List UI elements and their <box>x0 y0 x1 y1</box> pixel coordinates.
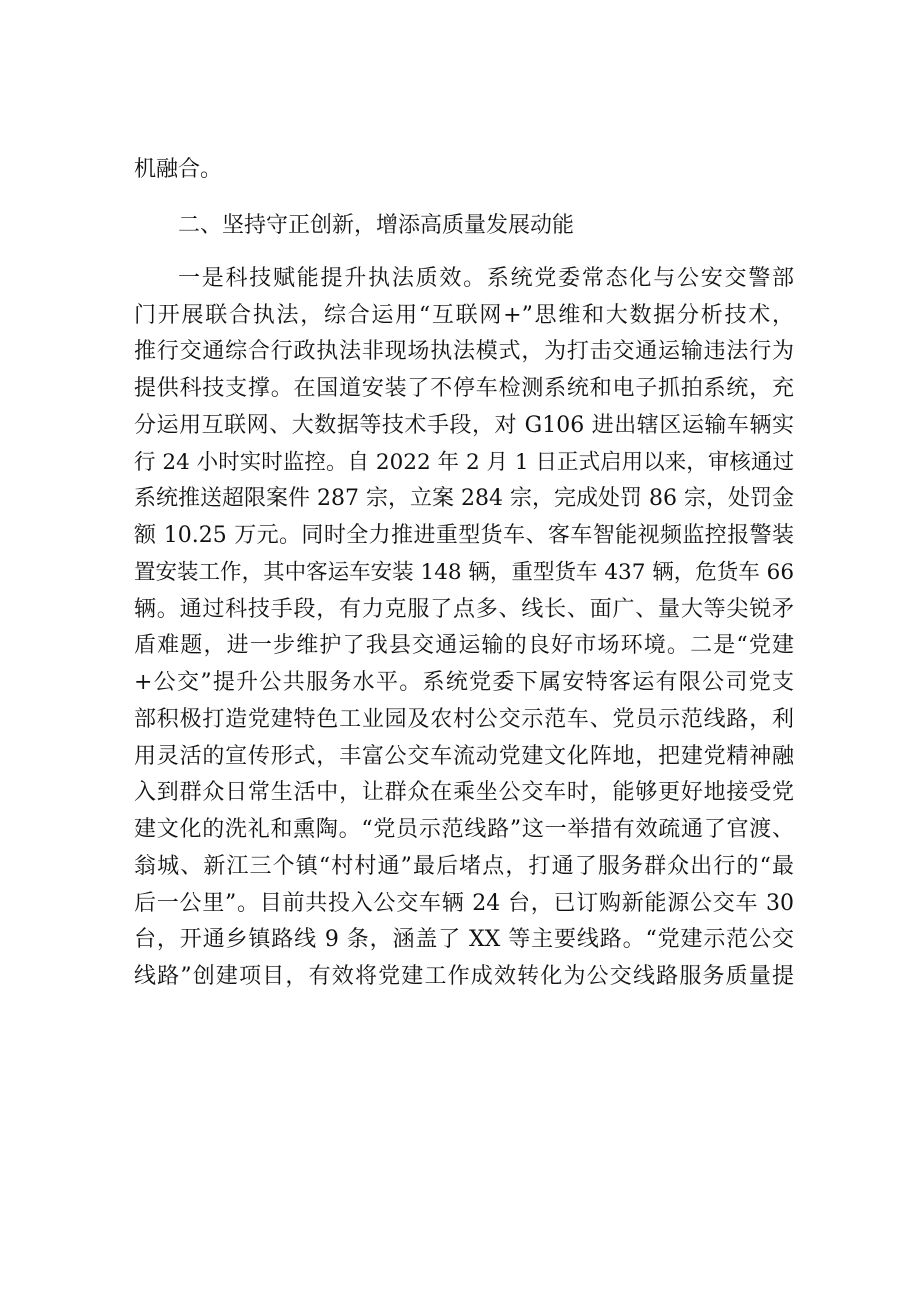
paragraph-line: 分运用互联网、大数据等技术手段，对 G106 进出辖区运输车辆实 <box>134 413 794 438</box>
paragraph-line: 入到群众日常生活中，让群众在乘坐公交车时，能够更好地接受党 <box>134 780 794 805</box>
paragraph-line: 额 10.25 万元。同时全力推进重型货车、客车智能视频监控报警装 <box>134 523 794 548</box>
paragraph-line: 用灵活的宣传形式，丰富公交车流动党建文化阵地，把建党精神融 <box>134 744 794 769</box>
paragraph-line: 一是科技赋能提升执法质效。系统党委常态化与公安交警部 <box>178 266 794 291</box>
paragraph-line: +公交”提升公共服务水平。系统党委下属安特客运有限公司党支 <box>134 670 794 695</box>
paragraph-line: 推行交通综合行政执法非现场执法模式，为打击交通运输违法行为 <box>134 339 794 364</box>
paragraph-line: 盾难题，进一步维护了我县交通运输的良好市场环境。二是“党建 <box>134 633 794 658</box>
paragraph-line: 线路”创建项目，有效将党建工作成效转化为公交线路服务质量提 <box>134 964 794 989</box>
paragraph-line: 后一公里”。目前共投入公交车辆 24 台，已订购新能源公交车 30 <box>134 891 794 916</box>
paragraph-line: 翁城、新江三个镇“村村通”最后堵点，打通了服务群众出行的“最 <box>134 854 794 879</box>
paragraph-line: 提供科技支撑。在国道安装了不停车检测系统和电子抓拍系统，充 <box>134 376 794 401</box>
paragraph-line: 门开展联合执法，综合运用“互联网+”思维和大数据分析技术， <box>134 303 794 328</box>
paragraph-line: 系统推送超限案件 287 宗，立案 284 宗，完成处罚 86 宗，处罚金 <box>134 486 794 511</box>
paragraph-line: 机融合。 <box>134 157 223 182</box>
paragraph-line: 台，开通乡镇路线 9 条，涵盖了 XX 等主要线路。“党建示范公交 <box>134 927 794 952</box>
paragraph-line: 部积极打造党建特色工业园及农村公交示范车、党员示范线路，利 <box>134 707 794 732</box>
paragraph-line: 置安装工作，其中客运车安装 148 辆，重型货车 437 辆，危货车 66 <box>134 560 794 585</box>
section-heading: 二、坚持守正创新，增添高质量发展动能 <box>178 213 575 238</box>
paragraph-line: 建文化的洗礼和熏陶。“党员示范线路”这一举措有效疏通了官渡、 <box>134 817 794 842</box>
paragraph-line: 辆。通过科技手段，有力克服了点多、线长、面广、量大等尖锐矛 <box>134 597 794 622</box>
paragraph-line: 行 24 小时实时监控。自 2022 年 2 月 1 日正式启用以来，审核通过 <box>134 450 794 475</box>
